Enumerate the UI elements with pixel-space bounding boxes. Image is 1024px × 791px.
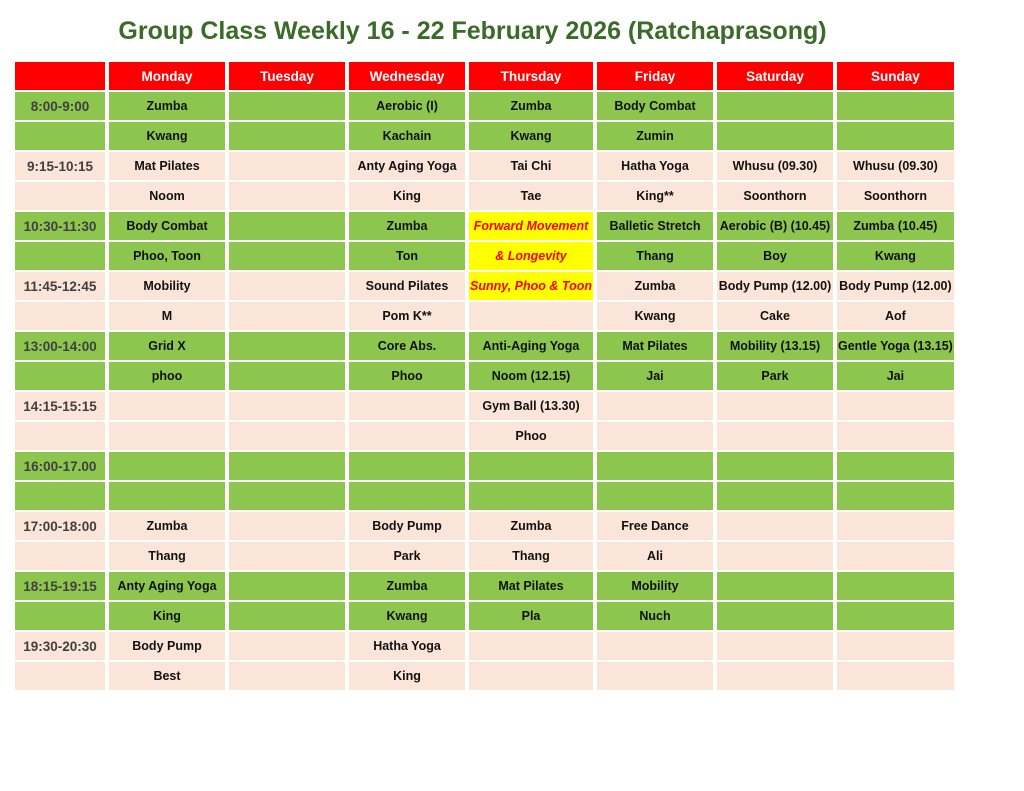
class-cell: Hatha Yoga [349,632,465,660]
instructor-cell [349,482,465,510]
class-cell [717,452,833,480]
class-row [15,632,954,660]
instructor-cell: Noom [109,182,225,210]
schedule-body [15,92,954,690]
class-row [15,572,954,600]
instructor-cell [229,602,345,630]
instructor-cell: Pom K** [349,302,465,330]
class-row [15,272,954,300]
time-spacer-cell [15,302,105,330]
instructor-cell [229,242,345,270]
class-cell [717,572,833,600]
class-cell: Body Combat [597,92,713,120]
instructor-cell [717,662,833,690]
time-cell: 11:45-12:45 [15,272,105,300]
instructor-row [15,422,954,450]
class-cell [837,92,954,120]
instructor-cell [837,602,954,630]
class-cell: Mat Pilates [469,572,593,600]
instructor-cell [229,182,345,210]
class-cell [229,212,345,240]
instructor-row [15,602,954,630]
class-cell: Anty Aging Yoga [109,572,225,600]
time-spacer-cell [15,242,105,270]
instructor-cell: Phoo, Toon [109,242,225,270]
instructor-cell [349,422,465,450]
instructor-row [15,302,954,330]
instructor-cell [469,302,593,330]
class-cell [717,632,833,660]
instructor-cell: Boy [717,242,833,270]
class-row [15,392,954,420]
instructor-cell: King [109,602,225,630]
instructor-cell [109,422,225,450]
header-row [15,62,954,90]
class-cell [717,392,833,420]
instructor-cell: M [109,302,225,330]
class-cell: Aerobic (I) [349,92,465,120]
header-day-wednesday: Wednesday [349,62,465,90]
instructor-cell: King [349,662,465,690]
class-cell [837,392,954,420]
class-cell [717,512,833,540]
instructor-row [15,122,954,150]
class-cell: Anti-Aging Yoga [469,332,593,360]
instructor-cell: Kwang [349,602,465,630]
instructor-row [15,482,954,510]
class-cell: Zumba [349,212,465,240]
class-cell [229,572,345,600]
class-cell: Mobility (13.15) [717,332,833,360]
instructor-cell [837,422,954,450]
instructor-cell: phoo [109,362,225,390]
class-cell [229,332,345,360]
class-row [15,332,954,360]
instructor-cell [597,422,713,450]
instructor-cell: King** [597,182,713,210]
class-cell: Sound Pilates [349,272,465,300]
class-cell: Zumba [349,572,465,600]
instructor-cell: Kwang [597,302,713,330]
class-cell: Hatha Yoga [597,152,713,180]
class-cell: Core Abs. [349,332,465,360]
time-cell: 17:00-18:00 [15,512,105,540]
instructor-cell [229,362,345,390]
class-cell: Whusu (09.30) [837,152,954,180]
header-day-friday: Friday [597,62,713,90]
class-cell: Gym Ball (13.30) [469,392,593,420]
class-cell [349,392,465,420]
instructor-cell [597,482,713,510]
time-cell: 14:15-15:15 [15,392,105,420]
instructor-cell: Kwang [109,122,225,150]
class-row [15,512,954,540]
class-cell: Aerobic (B) (10.45) [717,212,833,240]
instructor-cell [229,482,345,510]
class-cell [597,452,713,480]
instructor-cell: Kachain [349,122,465,150]
instructor-cell [469,482,593,510]
instructor-cell: Jai [837,362,954,390]
class-cell [229,512,345,540]
class-cell: Body Combat [109,212,225,240]
instructor-cell: Ton [349,242,465,270]
time-spacer-cell [15,362,105,390]
time-spacer-cell [15,662,105,690]
class-cell: Forward Movement [469,212,593,240]
class-cell [837,452,954,480]
time-cell: 16:00-17.00 [15,452,105,480]
header-day-thursday: Thursday [469,62,593,90]
instructor-row [15,662,954,690]
class-cell [109,452,225,480]
instructor-cell: Jai [597,362,713,390]
instructor-cell: Thang [469,542,593,570]
class-cell: Zumba [597,272,713,300]
instructor-cell [229,422,345,450]
instructor-cell: King [349,182,465,210]
instructor-cell [717,542,833,570]
header-day-tuesday: Tuesday [229,62,345,90]
instructor-cell: Park [349,542,465,570]
class-cell: Mobility [597,572,713,600]
instructor-cell: Zumin [597,122,713,150]
class-cell [229,92,345,120]
instructor-cell [837,122,954,150]
page-title: Group Class Weekly 16 - 22 February 2026 (Ratchaprasong) [118,17,827,45]
class-cell: Zumba [469,512,593,540]
time-cell: 18:15-19:15 [15,572,105,600]
class-cell [229,392,345,420]
header-day-sunday: Sunday [837,62,954,90]
class-cell [229,272,345,300]
header-corner-cell [15,62,105,90]
instructor-cell: Cake [717,302,833,330]
instructor-cell: Thang [109,542,225,570]
time-spacer-cell [15,602,105,630]
class-cell [349,452,465,480]
instructor-cell [837,482,954,510]
class-cell: Gentle Yoga (13.15) [837,332,954,360]
header-day-monday: Monday [109,62,225,90]
instructor-cell: Park [717,362,833,390]
instructor-row [15,542,954,570]
class-cell: Body Pump [109,632,225,660]
class-cell: Tai Chi [469,152,593,180]
instructor-cell: Soonthorn [837,182,954,210]
header-day-saturday: Saturday [717,62,833,90]
class-cell [229,632,345,660]
instructor-cell: Aof [837,302,954,330]
class-cell: Mobility [109,272,225,300]
instructor-cell [229,302,345,330]
instructor-cell: Noom (12.15) [469,362,593,390]
class-cell [109,392,225,420]
time-cell: 19:30-20:30 [15,632,105,660]
instructor-cell [469,662,593,690]
time-cell: 8:00-9:00 [15,92,105,120]
time-spacer-cell [15,122,105,150]
instructor-row [15,362,954,390]
class-cell: Free Dance [597,512,713,540]
class-row [15,152,954,180]
instructor-cell: Kwang [469,122,593,150]
class-cell: Anty Aging Yoga [349,152,465,180]
time-spacer-cell [15,482,105,510]
class-cell: Zumba [109,92,225,120]
class-cell: Whusu (09.30) [717,152,833,180]
class-row [15,212,954,240]
instructor-row [15,182,954,210]
class-cell [837,632,954,660]
instructor-cell [837,542,954,570]
instructor-cell: Phoo [469,422,593,450]
class-cell [229,452,345,480]
class-cell: Mat Pilates [109,152,225,180]
class-cell [837,512,954,540]
instructor-cell [717,422,833,450]
instructor-cell [229,662,345,690]
instructor-cell: Phoo [349,362,465,390]
schedule-table [11,60,958,692]
instructor-cell: Nuch [597,602,713,630]
class-cell [717,92,833,120]
instructor-cell: Best [109,662,225,690]
class-cell: Mat Pilates [597,332,713,360]
instructor-cell [229,122,345,150]
class-cell: Balletic Stretch [597,212,713,240]
time-cell: 9:15-10:15 [15,152,105,180]
class-cell: Zumba [109,512,225,540]
class-cell [837,572,954,600]
instructor-cell: Soonthorn [717,182,833,210]
class-cell [229,152,345,180]
time-spacer-cell [15,542,105,570]
class-cell: Body Pump (12.00) [837,272,954,300]
instructor-cell: Thang [597,242,713,270]
class-row [15,92,954,120]
instructor-cell [109,482,225,510]
class-cell [597,632,713,660]
class-cell: Zumba [469,92,593,120]
instructor-cell [229,542,345,570]
class-cell: Grid X [109,332,225,360]
instructor-cell [717,602,833,630]
class-cell: Body Pump (12.00) [717,272,833,300]
instructor-cell [837,662,954,690]
class-row [15,452,954,480]
class-cell: Sunny, Phoo & Toon [469,272,593,300]
instructor-cell: Kwang [837,242,954,270]
instructor-cell: Pla [469,602,593,630]
class-cell: Zumba (10.45) [837,212,954,240]
class-cell [469,632,593,660]
instructor-cell: Ali [597,542,713,570]
class-cell [469,452,593,480]
time-cell: 13:00-14:00 [15,332,105,360]
time-spacer-cell [15,422,105,450]
instructor-cell [597,662,713,690]
time-cell: 10:30-11:30 [15,212,105,240]
instructor-cell: & Longevity [469,242,593,270]
class-cell: Body Pump [349,512,465,540]
instructor-row [15,242,954,270]
instructor-cell [717,482,833,510]
time-spacer-cell [15,182,105,210]
class-cell [597,392,713,420]
instructor-cell [717,122,833,150]
instructor-cell: Tae [469,182,593,210]
